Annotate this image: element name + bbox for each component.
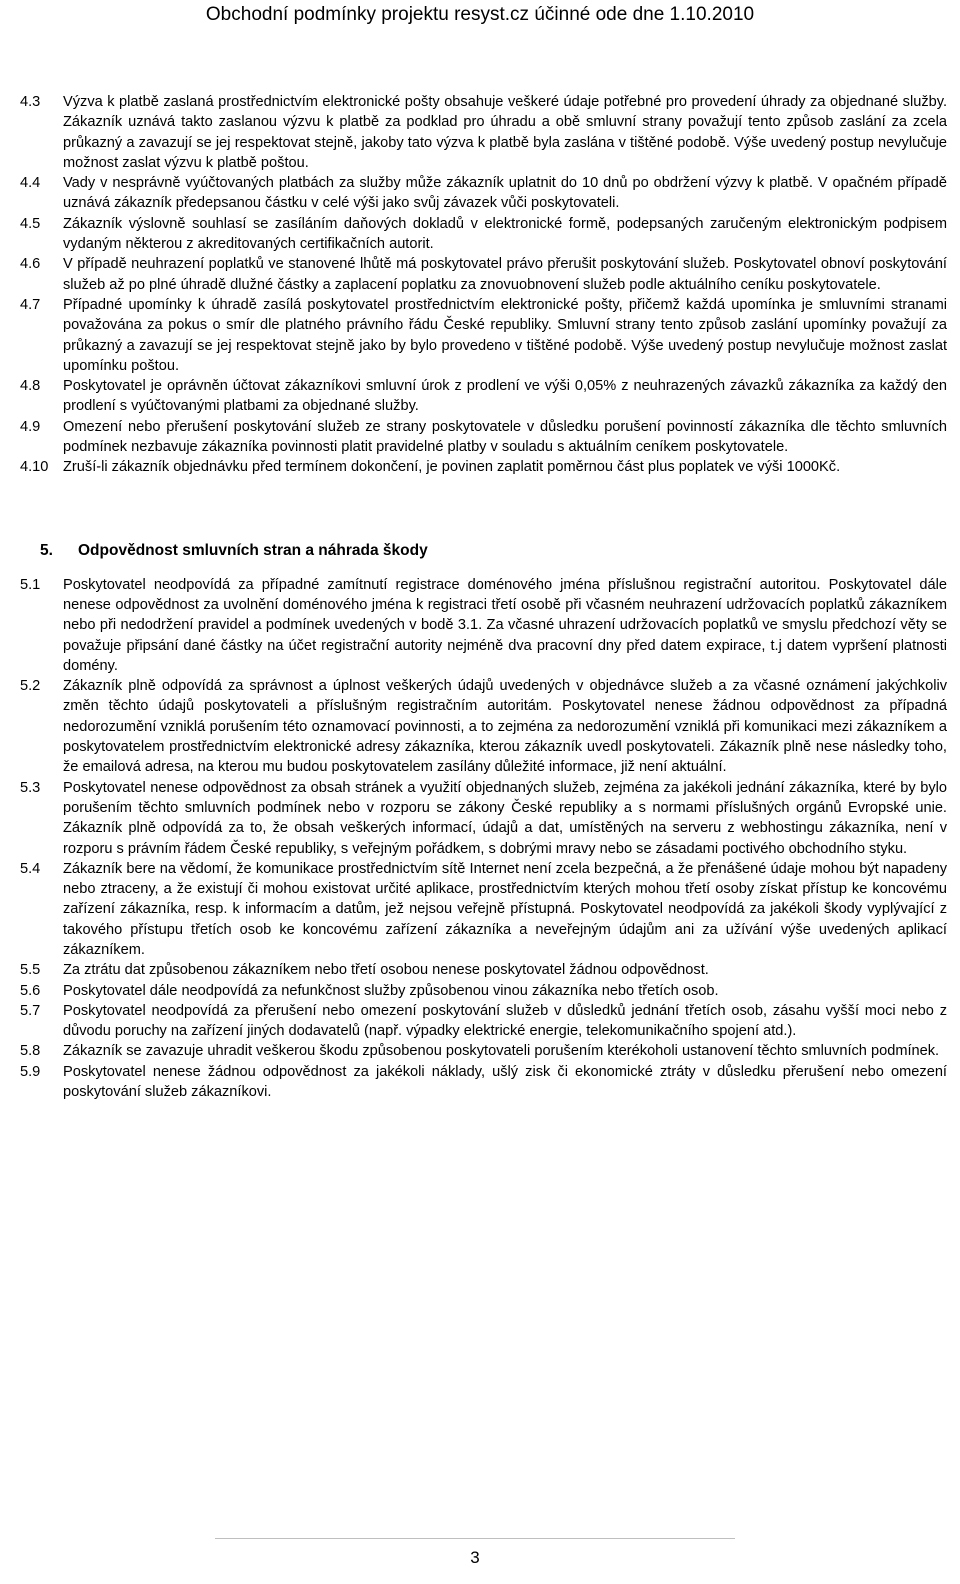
clause-text: Za ztrátu dat způsobenou zákazníkem nebo třetí osobou nenese poskytovatel žádnou odpovědnost. — [63, 962, 709, 979]
clause — [20, 575, 947, 676]
footer-divider — [215, 1538, 735, 1539]
page-header: Obchodní podmínky projektu resyst.cz účinné ode dne 1.10.2010 — [205, 4, 755, 25]
clause-text: Výzva k platbě zaslaná prostřednictvím elektronické pošty obsahuje veškeré údaje potřebné pro provedení úhrady za objednané služby. Zákazník uznává takto zaslanou výzvu k platbě za podklad pro úhradu a obě smluvní strany považují tento způsob zaslání za zcela průkazný a zavazují se jej respektovat stejně, jakoby tato výzva k platbě byla zaslána v tištěné podobě. Výše uvedený postup nevylučuje možnost zaslat výzvu k platbě poštou. — [63, 94, 947, 171]
clause-number: 4.5 — [20, 215, 41, 232]
clause-number: 5.9 — [20, 1063, 41, 1080]
page-number: 3 — [470, 1548, 480, 1567]
clause — [20, 676, 947, 777]
clause — [20, 960, 947, 980]
clause-text: Poskytovatel je oprávněn účtovat zákazníkovi smluvní úrok z prodlení ve výši 0,05% z neuhrazených závazků zákazníka za každý den prodlení s vyúčtovanými platbami za objednané služby. — [63, 378, 947, 415]
section-title: Odpovědnost smluvních stran a náhrada škody — [78, 541, 428, 559]
clause — [20, 778, 947, 859]
section-4-list — [20, 92, 947, 478]
clause-number: 4.10 — [20, 459, 49, 476]
clause-number: 4.8 — [20, 378, 41, 395]
clause-number: 4.7 — [20, 296, 41, 313]
clause — [20, 376, 947, 417]
clause — [20, 254, 947, 295]
clause-text: Případné upomínky k úhradě zasílá poskytovatel prostřednictvím elektronické pošty, přičemž každá upomínka je smluvními stranami považována za pokus o smír dle platného právního řádu České republiky. Smluvní strany tento způsob zaslání upomínky považují za průkazný a zavazují se jej respektovat stejně jako by bylo provedeno v tištěné podobě. Výše uvedený postup nevylučuje možnost zaslat upomínku poštou. — [63, 296, 947, 374]
clause-number: 5.3 — [20, 779, 41, 796]
clause — [20, 1001, 947, 1042]
section-number: 5. — [40, 541, 53, 559]
clause-number: 5.7 — [20, 1002, 41, 1019]
clause-number: 5.6 — [20, 982, 41, 999]
clause — [20, 214, 947, 255]
clause — [20, 1041, 947, 1061]
clause-text: Vady v nesprávně vyúčtovaných platbách za služby může zákazník uplatnit do 10 dnů po obdržení výzvy k platbě. V opačném případě uznává zákazník předepsanou částku v celé výši jako svůj závazek vůči poskytovateli. — [63, 175, 947, 212]
clause-text: Zákazník se zavazuje uhradit veškerou škodu způsobenou poskytovateli porušením kterékoholi ustanovení těchto smluvních podmínek. — [63, 1043, 940, 1060]
clause-text: Poskytovatel dále neodpovídá za nefunkčnost služby způsobenou vinou zákazníka nebo třetích osob. — [63, 982, 719, 999]
clause-text: V případě neuhrazení poplatků ve stanovené lhůtě má poskytovatel právo přerušit poskytování služeb. Poskytovatel obnoví poskytování služeb až po plné úhradě dlužné částky a zaplacení poplatku za znovuobnovení služeb podle aktuálního ceníku poskytovatele. — [63, 256, 947, 293]
clause-text: Poskytovatel neodpovídá za případné zamítnutí registrace doménového jména příslušnou registrační autoritou. Poskytovatel dále nenese odpovědnost za uvolnění doménového jména k registraci třetí osobě při včasném neuhrazení udržovacích poplatků zákazníkem nebo při nedodržení pravidel a podmínek uvedených v bodě 3.1. Za včasné uhrazení udržovacích poplatků ve smyslu předchozí věty se považuje připsání dané částky na účet registrační autority nejméně dva pracovní dny před datem expirace, t.j datem vypršení platnosti domény. — [63, 576, 947, 674]
clause-text: Omezení nebo přerušení poskytování služeb ze strany poskytovatele v důsledku porušení povinností zákazníka dle těchto smluvních podmínek nezbavuje zákazníka povinnosti platit pravidelné platby v souladu s aktuálním ceníkem poskytovatele. — [63, 418, 947, 456]
clause-number: 5.5 — [20, 962, 41, 979]
clause-text: Zákazník výslovně souhlasí se zasíláním daňových dokladů v elektronické formě, podepsaných zaručeným elektronickým podpisem vydaným některou z akreditovaných certifikačních autorit. — [63, 215, 947, 253]
clause — [20, 457, 947, 477]
document-body — [20, 92, 947, 1102]
clause — [20, 417, 947, 458]
section-5-list — [20, 575, 947, 1103]
clause-number: 4.4 — [20, 175, 41, 192]
clause-number: 5.2 — [20, 678, 41, 695]
section-heading — [20, 541, 947, 561]
clause-number: 4.3 — [20, 94, 41, 110]
clause-text: Poskytovatel nenese žádnou odpovědnost za jakékoli náklady, ušlý zisk či ekonomické ztráty v důsledku přerušení nebo omezení poskytování služeb zákazníkovi. — [63, 1063, 947, 1101]
clause — [20, 981, 947, 1001]
clause-number: 5.8 — [20, 1043, 41, 1060]
clause-text: Zruší-li zákazník objednávku před termínem dokončení, je povinen zaplatit poměrnou část plus poplatek ve výši 1000Kč. — [63, 459, 841, 476]
clause-number: 4.6 — [20, 256, 41, 273]
clause — [20, 1062, 947, 1103]
clause-text: Zákazník bere na vědomí, že komunikace prostřednictvím sítě Internet není zcela bezpečná, a že přenášené údaje mohou být napadeny nebo ztraceny, a že existují či mohou existovat určité aplikace, prostřednictvím kterých mohou třetí osoby získat přístup ke koncovému zařízení zákazníka, resp. k informacím a datům, jež nejsou veřejně přístupná. Poskytovatel neodpovídá za jakékoli škody vyplývající z takového přístupu třetích osob ke koncovému zařízení zákazníka a neveřejným údajům ani za užívání výše uvedených aplikací zákazníkem. — [63, 860, 947, 958]
clause — [20, 859, 947, 960]
clause-text: Zákazník plně odpovídá za správnost a úplnost veškerých údajů uvedených v objednávce služeb a za včasné oznámení jakýchkoliv změn těchto údajů poskytovateli a příslušným registračním autoritám. Poskytovatel nenese žádnou odpovědnost za případná nedorozumění vzniklá porušením této oznamovací povinnosti, a to zejména za nedorozumění vzniklá při komunikaci mezi zákazníkem a poskytovatelem prostřednictvím elektronické adresy zákazníka, kterou zákazník uvedl poskytovateli. Zákazník plně nese následky toho, že emailová adresa, na kterou mu budou poskytovatelem zasílány důležité informace, již není aktuální. — [63, 678, 947, 776]
clause-text: Poskytovatel nenese odpovědnost za obsah stránek a využití objednaných služeb, zejména za jakékoli jednání zákazníka, které by bylo porušením těchto smluvních podmínek nebo v rozporu se zákony České republiky a s normami příslušných orgánů Evropské unie. Zákazník plně odpovídá za to, že obsah veškerých informací, údajů a dat, umístěných na serveru z webhostingu zákazníka, není v rozporu s právním řádem České republiky, s veřejným pořádkem, s dobrými mravy nebo se zásadami poctivého obchodního styku. — [63, 779, 947, 857]
clause — [20, 173, 947, 214]
clause — [20, 92, 947, 173]
clause — [20, 295, 947, 376]
clause-number: 5.4 — [20, 860, 41, 877]
clause-number: 5.1 — [20, 576, 41, 593]
clause-number: 4.9 — [20, 418, 41, 435]
clause-text: Poskytovatel neodpovídá za přerušení nebo omezení poskytování služeb v důsledků jednání třetích osob, zásahu vyšší moci nebo z důvodu poruchy na zařízení jiných dodavatelů (např. výpadky elektrické energie, telekomunikačního spojení atd.). — [63, 1002, 947, 1040]
